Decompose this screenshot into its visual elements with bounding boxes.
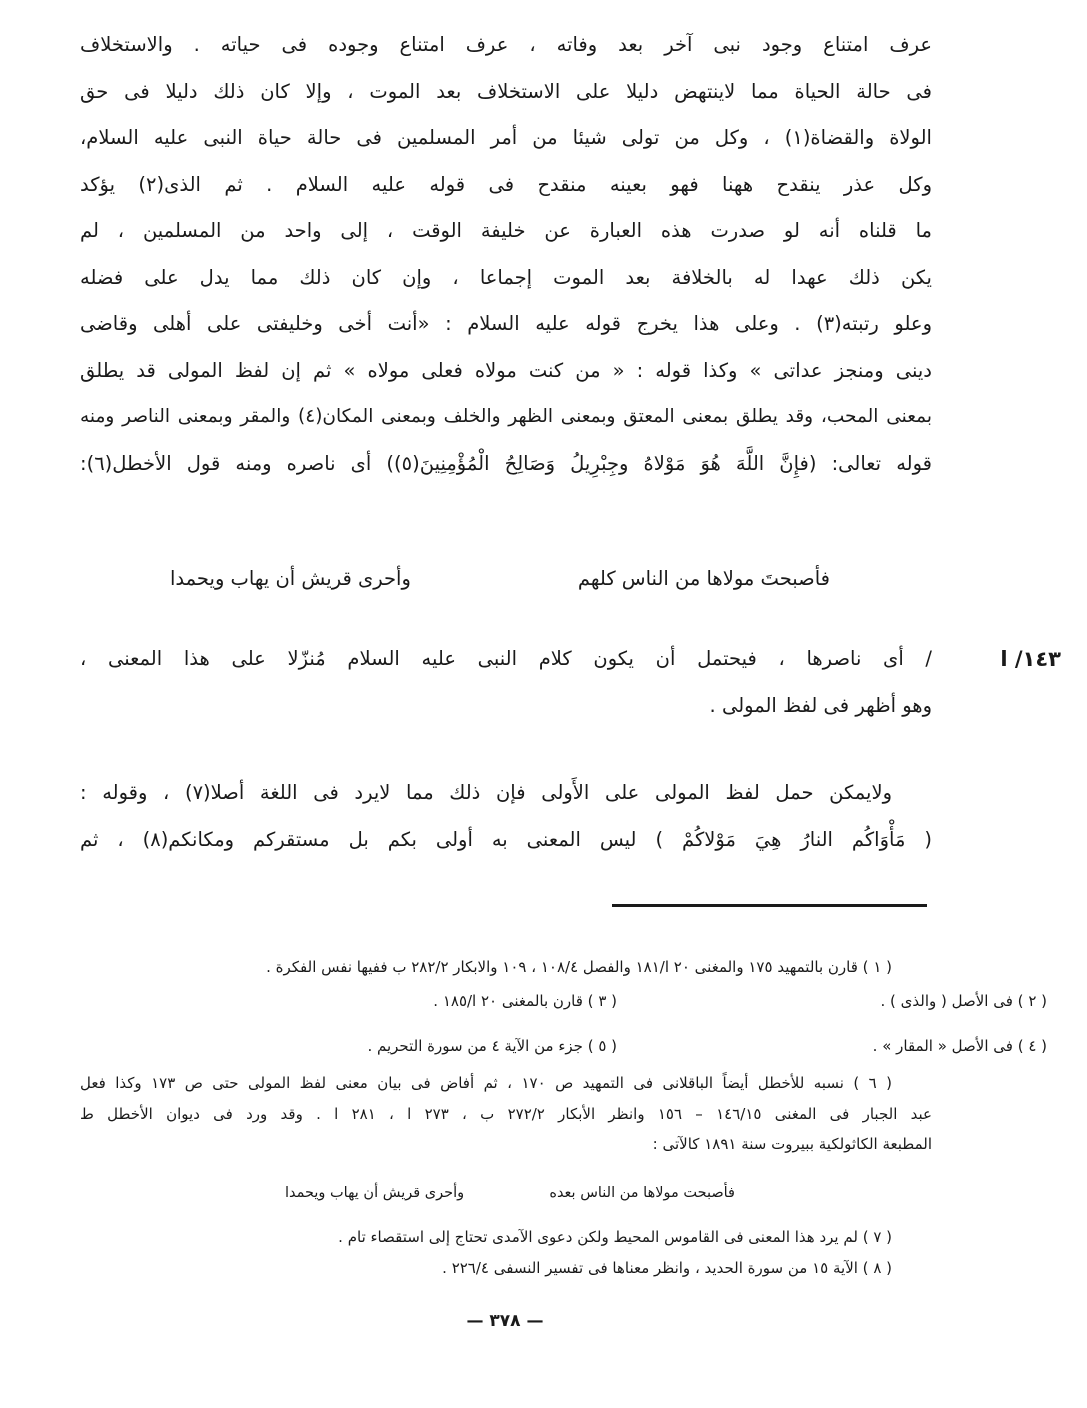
footnote-6 (80, 1068, 932, 1160)
footnote-row-4-5 (235, 1031, 1047, 1062)
text-line: وهو أظهر فى لفظ المولى . (709, 693, 932, 717)
text-line: بمعنى المحب، وقد يطلق بمعنى المعتق وبمعنى الظهر والخلف وبمعنى المكان(٤) والمقر وبمعنى الناصر ومنه (80, 406, 932, 427)
text-line: ولايمكن حمل لفظ المولى على الأَولى فإن ذلك مما لايرد فى اللغة أصلا(٧) ، وقوله : (80, 781, 892, 804)
text-line: الولاة والقضاة(١) ، وكل من تولى شيئا من أمر المسلمين فى حالة حياة النبى عليه السلام، (80, 126, 932, 149)
footnote-2: ( ٢ ) فى الأصل ( والذى ) . (880, 992, 1047, 1010)
footnote-3: ( ٣ ) قارن بالمغنى ٢٠ ا/١٨٥ . (433, 992, 617, 1010)
text-line: / أى ناصرها ، فيحتمل أن يكون كلام النبى عليه السلام مُنزّلا على هذا المعنى ، (80, 647, 932, 670)
footnote-verse-hemistich-2: وأحرى قريش أن يهاب ويحمدا (285, 1185, 465, 1201)
text-line: وعلو رتبته(٣) . وعلى هذا يخرج قوله عليه السلام : «أنت أخى وخليفتى على أهلى وقاضى (80, 312, 932, 335)
verse-hemistich-1: فأصبحتَ مولاها من الناس كلهم (577, 567, 830, 590)
footnote-7: ( ٧ ) لم يرد هذا المعنى فى القاموس المحيط ولكن دعوى الآمدى تحتاج إلى استقصاء تام . (338, 1228, 892, 1246)
footnote-1: ( ١ ) قارن بالتمهيد ١٧٥ والمغنى ٢٠ ا/١٨١ والفصل ١٠٨/٤ ، ١٠٩ والابكار ٢٨٢/٢ ب ففيها نفس الفكرة . (266, 958, 892, 976)
folio-marker: ١٤٣/ ا (1000, 647, 1061, 671)
footnote-6-line: عبد الجبار فى المغنى ١٤٦/١٥ – ١٥٦ وانظر الأبكار ٢٧٢/٢ ب ، ٢٧٣ ا ، ٢٨١ ا . وقد ورد فى ديوان الأخطل ط (80, 1104, 932, 1123)
footnote-row-2-3 (235, 986, 1047, 1017)
text-line: عرف امتناع وجود نبى آخر بعد وفاته ، عرف امتناع وجوده فى حياته . والاستخلاف (80, 33, 932, 56)
text-line: قوله تعالى: (فإِنَّ اللَّهَ هُوَ مَوْلاهُ وجِبْرِيلُ وَصَالِحُ الْمُؤْمِنِينَ(٥)) أى ناصره ومنه قول الأخطل(٦): (80, 451, 932, 475)
text-line: فى حالة الحياة مما لاينتهض دليلا على الاستخلاف بعد الموت ، وإلا كان ذلك دليلا فى حق (80, 79, 932, 103)
verse-hemistich-2: وأحرى قريش أن يهاب ويحمدا (170, 567, 411, 590)
footnotes-block (80, 952, 932, 983)
footnote-8: ( ٨ ) الآية ١٥ من سورة الحديد ، وانظر معناها فى تفسير النسفى ٢٢٦/٤ . (442, 1258, 892, 1277)
text-line: ما قلناه أنه لو صدرت هذه العبارة عن خليفة الوقت ، إلى واحد من المسلمين ، لم (80, 219, 932, 242)
footnote-4: ( ٤ ) فى الأصل « المقار » . (872, 1037, 1047, 1055)
page-number: — ٣٧٨ — (466, 1311, 544, 1331)
text-line: وكل عذر ينقدح ههنا فهو بعينه منقدح فى قوله عليه السلام . ثم الذى(٢) يؤكد (80, 172, 932, 196)
footnote-5: ( ٥ ) جزء من الآية ٤ من سورة التحريم . (367, 1037, 617, 1055)
text-line: ( مَأْوَاكُم النارُ هِيَ مَوْلاكُمْ ) ليس المعنى به أولى بكم بل مستقركم ومكانكم(٨) ، ثم (80, 827, 932, 851)
footnotes-block-2 (80, 1222, 932, 1283)
text-line: دينى ومنجز عداتى » وكذا قوله : « من كنت مولاه فعلى مولاه » ثم إن لفظ المولى قد يطلق (80, 358, 932, 382)
second-paragraph (80, 770, 932, 863)
footnote-separator (612, 904, 927, 907)
footnote-6-line: المطبعة الكاثولكية ببيروت سنة ١٨٩١ كالآتى : (652, 1135, 932, 1153)
footnote-verse-hemistich-1: فأصبحت مولاها من الناس بعده (549, 1185, 735, 1201)
main-paragraph (80, 22, 932, 487)
poetry-verse (170, 556, 830, 602)
text-line: يكن ذلك عهدا له بالخلافة بعد الموت إجماعا ، وإن كان ذلك مما يدل على فضله (80, 265, 932, 289)
continuation-paragraph (80, 636, 932, 729)
footnote-verse (285, 1178, 735, 1208)
footnote-6-line: ( ٦ ) نسبه للأخطل أيضاً الباقلانى فى التمهيد ص ١٧٠ ، ثم أفاض فى بيان معنى لفظ المولى حتى ص ١٧٣ وكذا فعل (80, 1074, 892, 1092)
